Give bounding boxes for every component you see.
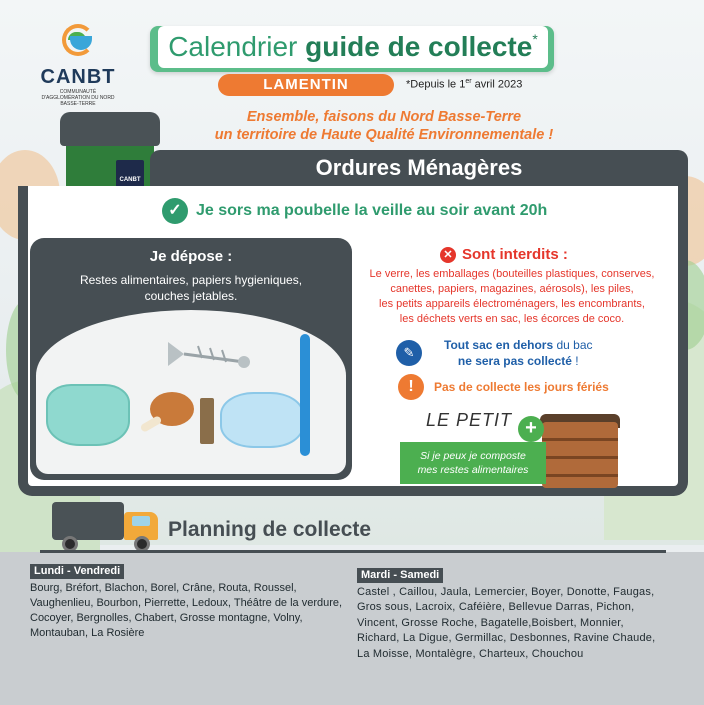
toothbrush-icon bbox=[300, 334, 310, 456]
effective-date: *Depuis le 1er avril 2023 bbox=[406, 78, 523, 91]
accepted-title: Je dépose : bbox=[149, 248, 233, 265]
logo-subtitle: COMMUNAUTÉ D'AGGLOMÉRATION DU NORD BASSE-TERRE bbox=[41, 89, 115, 107]
compost-bin-icon bbox=[542, 422, 618, 488]
canbt-logo bbox=[36, 22, 120, 107]
compost-note: Si je peux je composte mes restes alimentaires bbox=[400, 442, 546, 484]
days-left-badge: Lundi - Vendredi bbox=[30, 564, 124, 579]
planning-title: Planning de collecte bbox=[168, 518, 372, 541]
towns-left-list: Bourg, Bréfort, Blachon, Borel, Crâne, Routa, Roussel, Vaughenlieu, Bourbon, Pierrette, Ledoux, Théâtre de la verdure, Cocoyer, Bergnolles, Chabert, Grosse montagne, Volny, Montauban, La Rosière bbox=[30, 582, 343, 639]
forbidden-heading bbox=[440, 246, 568, 263]
slogan: Ensemble, faisons du Nord Basse-Terre un territoire de Haute Qualité Environnementale ! bbox=[214, 109, 554, 143]
diaper-icon bbox=[46, 384, 130, 446]
accepted-text: Restes alimentaires, papiers hygieniques, couches jetables. bbox=[79, 273, 303, 303]
title-banner bbox=[150, 26, 554, 72]
holiday-warning bbox=[398, 374, 609, 400]
fishbone-icon bbox=[164, 334, 250, 376]
collection-rule bbox=[162, 198, 547, 224]
holiday-text: Pas de collecte les jours fériés bbox=[434, 380, 609, 394]
forbidden-list: Le verre, les emballages (bouteilles plastiques, conserves, canettes, papiers, magazines, aérosols), les piles, les petits appareils électroménagers, les encombrants, les déchets verts en sac, les écorces de coco. bbox=[369, 268, 655, 325]
forbidden-x-icon: ✕ bbox=[440, 247, 456, 263]
city-badge: LAMENTIN bbox=[218, 74, 394, 96]
paper-roll-icon bbox=[200, 398, 214, 444]
bag-warning bbox=[396, 337, 593, 369]
bin-label: CANBT bbox=[116, 160, 144, 200]
section-header bbox=[150, 150, 688, 186]
compost-lepetit: LE PETIT bbox=[426, 410, 513, 430]
forbidden-title: Sont interdits : bbox=[462, 246, 568, 263]
planning-divider bbox=[40, 550, 666, 553]
page-title: Calendrier guide de collecte* bbox=[168, 31, 538, 62]
sanitary-pad-icon bbox=[220, 392, 304, 448]
logo-emblem-icon bbox=[58, 22, 98, 62]
days-right-badge: Mardi - Samedi bbox=[357, 568, 443, 583]
towns-right-list: Castel , Caillou, Jaula, Lemercier, Boyer, Donotte, Faugas, Gros sous, Lacroix, Caféière, Bellevue Darras, Pichon, Vincent, Grosse Roche, Bagatelle,Boisbert, Monnier, Richard, La Digue, Germillac, Desbonnes, Ravine Chaude, La Moisse, Montalègre, Charteux, Chouchou bbox=[357, 586, 656, 660]
bag-warning-text: Tout sac en dehors du bac ne sera pas collecté ! bbox=[444, 338, 593, 368]
check-icon: ✓ bbox=[162, 198, 188, 224]
plus-icon: + bbox=[518, 416, 544, 442]
logo-name: CANBT bbox=[40, 66, 116, 88]
garbage-truck-icon bbox=[52, 496, 162, 552]
section-title: Ordures Ménagères bbox=[315, 155, 523, 180]
bag-icon: ✎ bbox=[396, 340, 422, 366]
rule-text: Je sors ma poubelle la veille au soir avant 20h bbox=[196, 202, 548, 219]
warning-icon: ! bbox=[398, 374, 424, 400]
